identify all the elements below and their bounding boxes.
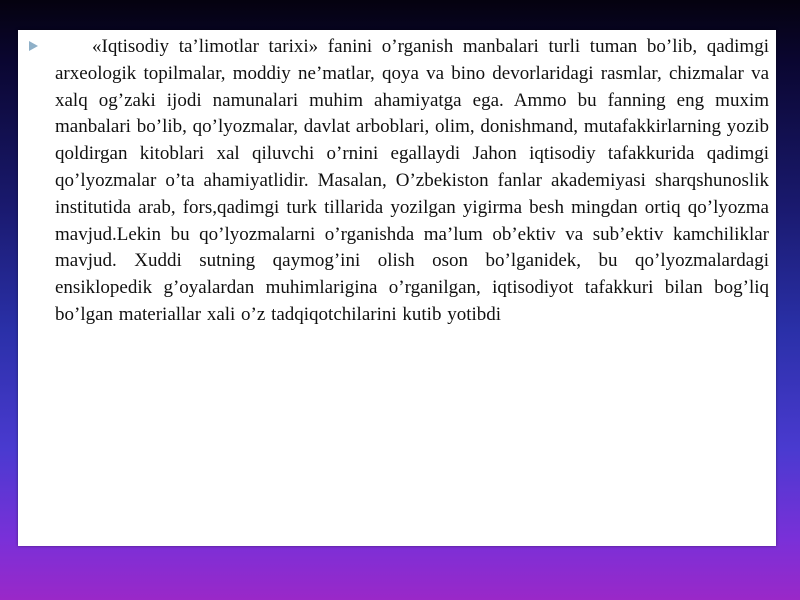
- slide-body-text: «Iqtisodiy ta’limotlar tarixi» fanini o’rganish manbalari turli tuman bo’lib, qadimgi arxeologik topilmalar, moddiy ne’matlar, qoya va bino devorlaridagi rasmlar, chizmalar va xalq og’zaki ijodi namunalari muhim ahamiyatga ega. Ammo bu fanning eng muxim manbalari bo’lib, qo’lyozmalar, davlat arboblari, olim, donishmand, mutafakkirlarning yozib qoldirgan kitoblari xal qiluvchi o’rnini egallaydi Jahon iqtisodiy tafakkurida qadimgi qo’lyozmalar o’ta ahamiyatlidir. Masalan, O’zbekiston fanlar akademiyasi sharqshunoslik institutida arab, fors,qadimgi turk tillarida yozilgan yigirma besh mingdan ortiq qo’lyozma mavjud.Lekin bu qo’lyozmalarni o’rganishda ma’lum ob’ektiv va sub’ektiv kamchiliklar mavjud. Xuddi sutning qaymog’ini olish oson bo’lganidek, bu qo’lyozmalardagi ensiklopedik g’oyalardan muhimlarigina o’rganilgan, iqtisodiyot tafakkuri bilan bog’liq bo’lgan materiallar xali o’z tadqiqotchilarini kutib yotibdi: [55, 36, 769, 325]
- slide-content-panel: [18, 30, 776, 546]
- triangle-bullet-icon: [29, 41, 38, 51]
